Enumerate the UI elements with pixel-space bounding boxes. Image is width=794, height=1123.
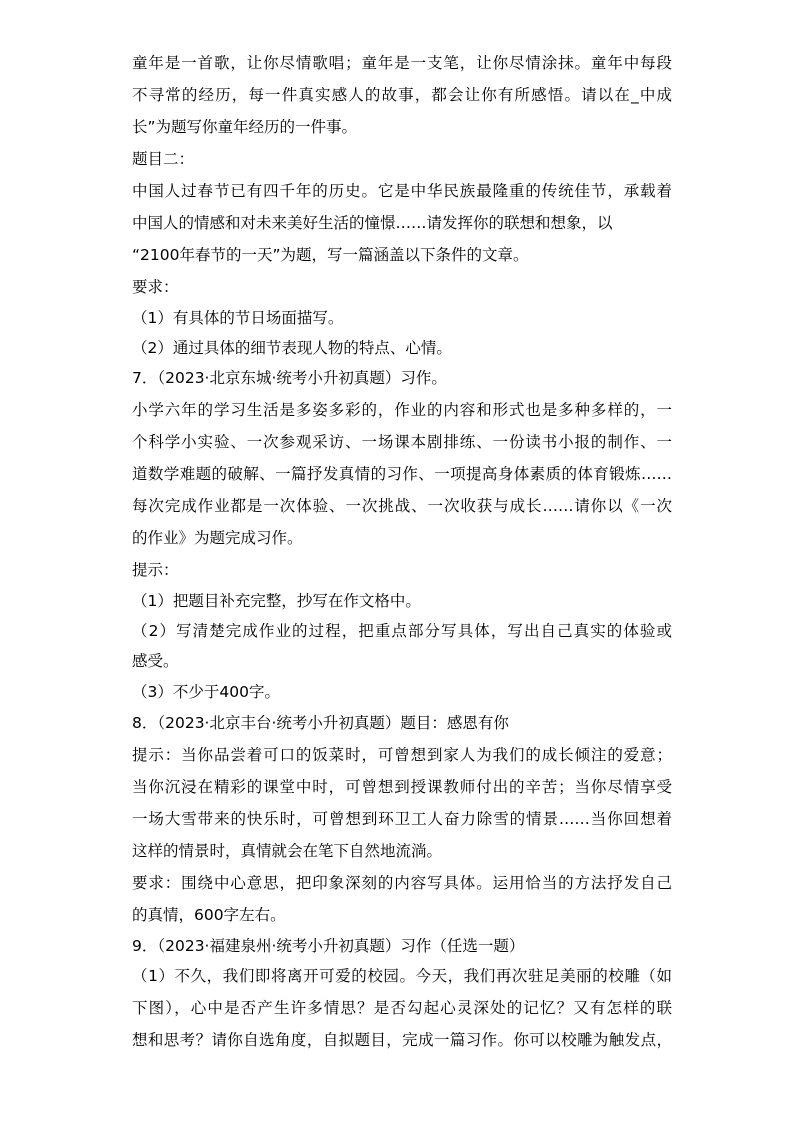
text-line: 提示：当你品尝着可口的饭菜时，可曾想到家人为我们的成长倾注的爱意； bbox=[132, 746, 672, 764]
text-line: 8．（2023·北京丰台·统考小升初真题）题目：感恩有你 bbox=[132, 714, 509, 732]
text-line: 每次完成作业都是一次体验、一次挑战、一次收获与成长……请你以《一次 bbox=[132, 497, 672, 515]
text-line: 要求： bbox=[132, 278, 179, 296]
text-line: 感受。 bbox=[132, 652, 179, 670]
text-line: 7．（2023·北京东城·统考小升初真题）习作。 bbox=[132, 369, 447, 387]
text-line: 要求：围绕中心意思，把印象深刻的内容写具体。运用恰当的方法抒发自己 bbox=[132, 874, 672, 892]
text-line: 小学六年的学习生活是多姿多彩的，作业的内容和形式也是多种多样的，一 bbox=[132, 401, 672, 419]
text-line: 的真情，600字左右。 bbox=[132, 906, 286, 924]
text-line: 中国人的情感和对未来美好生活的憧憬……请发挥你的联想和想象，以 bbox=[132, 214, 613, 232]
text-line: 中国人过春节已有四千年的历史。它是中华民族最隆重的传统佳节，承载着 bbox=[132, 182, 672, 200]
text-line: 个科学小实验、一次参观采访、一场课本剧排练、一份读书小报的制作、一 bbox=[132, 433, 672, 451]
text-line: 想和思考？请你自选角度，自拟题目，完成一篇习作。你可以校雕为触发点， bbox=[132, 1031, 672, 1049]
text-line: 下图），心中是否产生许多情思？是否勾起心灵深处的记忆？又有怎样的联 bbox=[132, 999, 672, 1017]
text-line: （1）不久，我们即将离开可爱的校园。今天，我们再次驻足美丽的校雕（如 bbox=[132, 967, 672, 985]
text-line: 题目二： bbox=[132, 150, 195, 168]
text-line: “2100年春节的一天”为题，写一篇涵盖以下条件的文章。 bbox=[132, 246, 529, 264]
text-line: 童年是一首歌，让你尽情歌唱；童年是一支笔，让你尽情涂抹。童年中每段 bbox=[132, 54, 672, 72]
text-line: 道数学难题的破解、一篇抒发真情的习作、一项提高身体素质的体育锻炼…… bbox=[132, 465, 672, 483]
text-line: 不寻常的经历，每一件真实感人的故事，都会让你有所感悟。请以在_中成 bbox=[132, 86, 672, 104]
text-line: 一场大雪带来的快乐时，可曾想到环卫工人奋力除雪的情景……当你回想着 bbox=[132, 810, 672, 828]
text-line: 这样的情景时，真情就会在笔下自然地流淌。 bbox=[132, 842, 443, 860]
text-line: （3）不少于400字。 bbox=[132, 683, 280, 701]
text-line: （2）写清楚完成作业的过程，把重点部分写具体，写出自己真实的体验或 bbox=[132, 622, 672, 640]
text-line: （1）有具体的节日场面描写。 bbox=[132, 309, 344, 327]
text-line: （1）把题目补充完整，抄写在作文格中。 bbox=[132, 592, 421, 610]
text-line: 当你沉浸在精彩的课堂中时，可曾想到授课教师付出的辛苦；当你尽情享受 bbox=[132, 778, 672, 796]
text-line: （2）通过具体的细节表现人物的特点、心情。 bbox=[132, 339, 452, 357]
text-line: 长”为题写你童年经历的一件事。 bbox=[132, 118, 358, 136]
text-line: 的作业》为题完成习作。 bbox=[132, 529, 303, 547]
text-line: 提示： bbox=[132, 561, 179, 579]
text-line: 9．（2023·福建泉州·统考小升初真题）习作（任选一题） bbox=[132, 937, 525, 955]
